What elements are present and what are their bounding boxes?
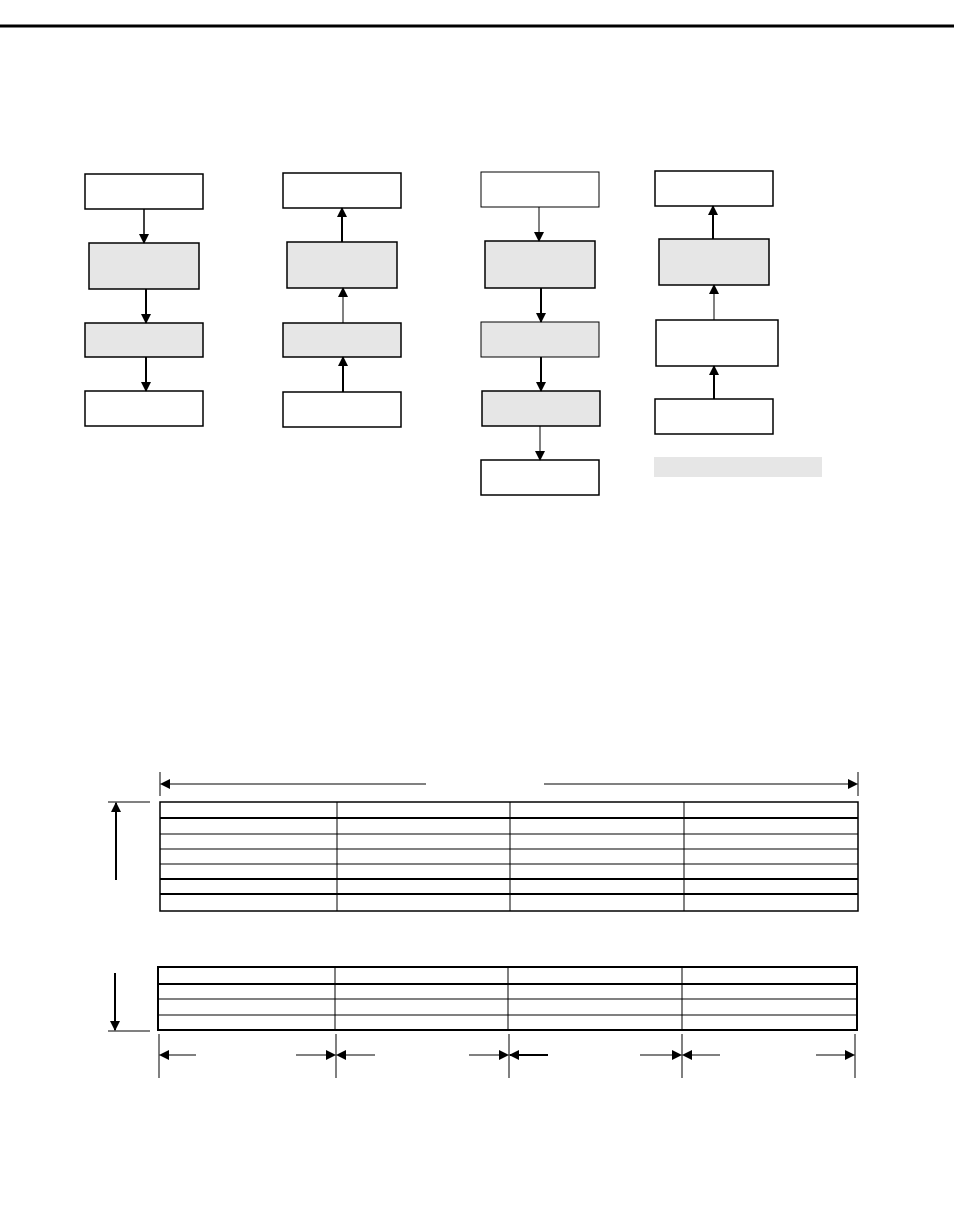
caption-bar [654,457,822,477]
flow-box [485,241,595,288]
flow-box [283,392,401,427]
lower-height-dimension [108,973,150,1031]
flow-box [85,323,203,357]
flow-box [283,173,401,208]
flowchart-1 [85,174,203,426]
table-lower [158,967,857,1030]
flow-box [283,323,401,357]
flow-box [481,322,599,357]
flow-box [659,239,769,285]
column-width-dimensions [159,1034,855,1078]
flow-box [482,391,600,426]
flow-box [85,391,203,426]
flow-box [287,242,397,288]
flow-box [89,243,199,289]
width-dimension [160,772,858,796]
flow-box [85,174,203,209]
flow-box [655,171,773,206]
flowchart-2 [283,173,401,427]
flow-box [655,399,773,434]
flow-box [656,320,778,366]
upper-height-dimension [108,802,150,880]
table-upper [160,802,858,911]
flowchart-4 [655,171,778,434]
flowchart-3 [481,172,600,495]
flow-box [481,172,599,207]
flow-box [481,460,599,495]
